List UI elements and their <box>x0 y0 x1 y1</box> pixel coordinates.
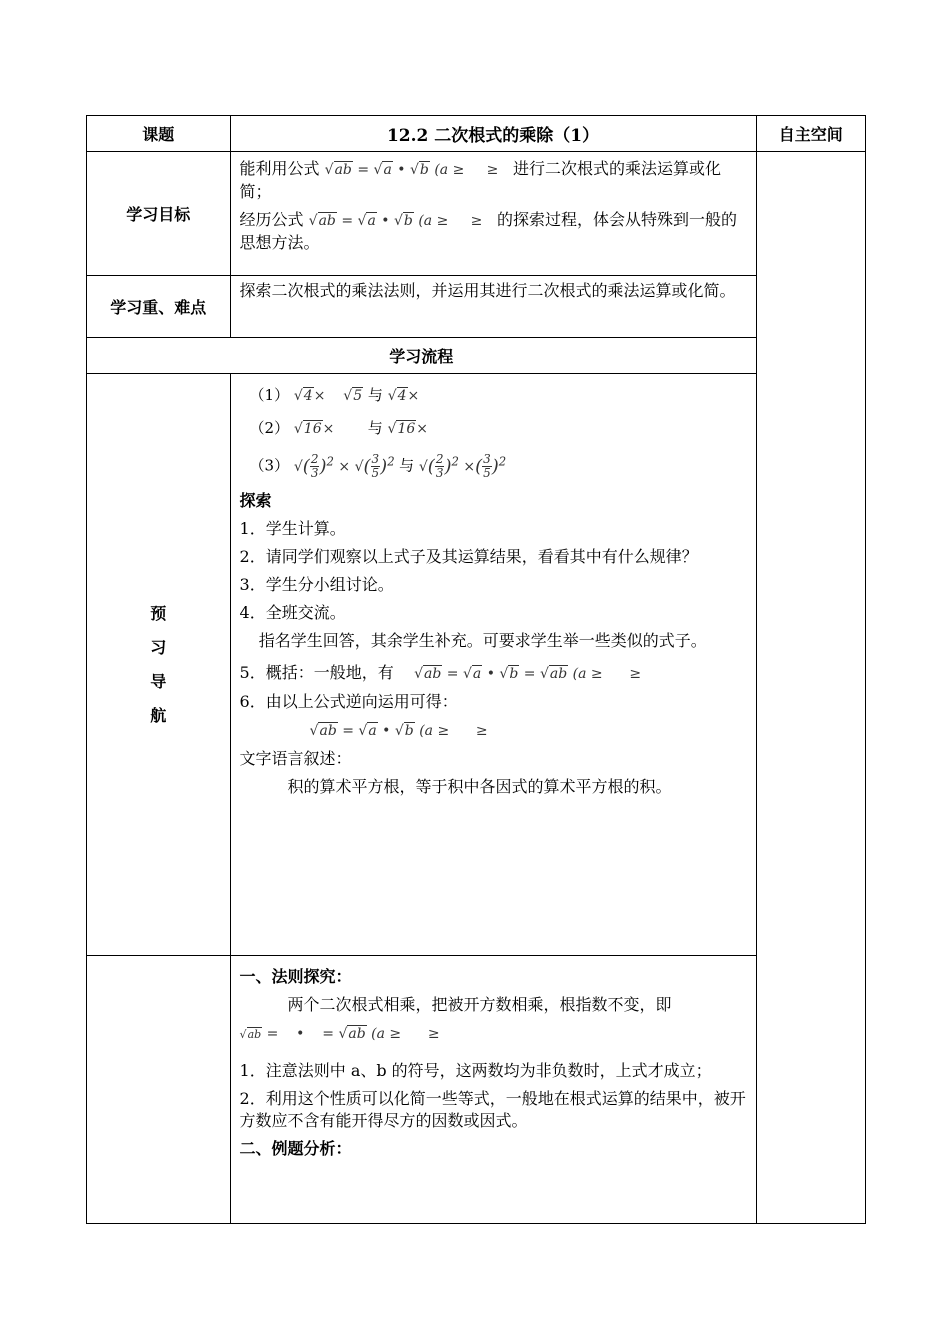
step-5: 5．概括：一般地，有 √ab = √a • √b = √ab (a ≥ ≥ <box>239 663 642 683</box>
rules-note-2: 2．利用这个性质可以化简一些等式，一般地在根式运算的结果中，被开方数应不含有能开得尽方的因数或因式。 <box>239 1089 746 1130</box>
goals-label: 学习目标 <box>87 152 231 276</box>
reverse-formula: √ab = √a • √b (a ≥ ≥ <box>309 723 488 740</box>
key-points-text: 探索二次根式的乘法法则，并运用其进行二次根式的乘法运算或化简。 <box>230 276 756 338</box>
rules-title: 一、法则探究： <box>239 967 352 986</box>
formula: √ab = √a • √b (a ≥ ≥ <box>324 162 499 178</box>
self-space-label: 自主空间 <box>756 116 865 152</box>
formula: √ab = √a • √b (a ≥ ≥ <box>308 213 483 229</box>
expression-2: （2） √16× 与 √16× <box>249 419 429 437</box>
flow-row <box>87 338 866 374</box>
preview-label: 预 习 导 航 <box>87 374 231 956</box>
verbal-label: 文字语言叙述： <box>239 749 352 769</box>
page-title: 12.2 二次根式的乘除（1） <box>230 116 756 152</box>
lesson-table <box>86 115 866 1224</box>
examples-title: 二、例题分析： <box>239 1139 352 1158</box>
rules-row <box>87 956 866 1224</box>
rules-intro: 两个二次根式相乘，把被开方数相乘，根指数不变，即 <box>287 995 672 1014</box>
preview-row <box>87 374 866 956</box>
step-2: 2．请同学们观察以上式子及其运算结果，看看其中有什么规律？ <box>239 547 698 567</box>
goals-content <box>230 152 756 276</box>
rules-content <box>230 956 756 1224</box>
expression-3: （3） √( $\frac{2}{3}$ )$^2$ × √( $\frac{3}{5}$ )$^2$ 与 √( $\frac{2}{3}$ )$^2$ ×( $\frac{3}{5}$ )$^2$ <box>249 452 507 481</box>
goal-line-2: 经历公式 √ab = √a • √b (a ≥ ≥ 的探索过程，体会从特殊到一般的思想方法。 <box>239 210 737 252</box>
rules-note-1: 1．注意法则中 a、b 的符号，这两数均为非负数时，上式才成立； <box>239 1061 712 1080</box>
step-6: 6．由以上公式逆向运用可得： <box>239 692 458 712</box>
flow-label: 学习流程 <box>87 338 757 374</box>
step-note: 指名学生回答，其余学生补充。可要求学生举一些类似的式子。 <box>258 631 707 651</box>
key-points-label: 学习重、难点 <box>87 276 231 338</box>
rules-formula: √ab = • = √ab (a ≥ ≥ <box>239 1026 440 1042</box>
verbal-statement: 积的算术平方根，等于积中各因式的算术平方根的积。 <box>287 777 672 797</box>
goals-row <box>87 152 866 276</box>
key-points-row <box>87 276 866 338</box>
step-4: 4．全班交流。 <box>239 603 346 623</box>
explore-title: 探索 <box>239 491 272 511</box>
preview-content <box>230 374 756 956</box>
topic-label: 课题 <box>87 116 231 152</box>
goal-line-1: 能利用公式 √ab = √a • √b (a ≥ ≥ 进行二次根式的乘法运算或化简； <box>239 159 721 201</box>
self-space-column <box>756 152 865 1224</box>
step-3: 3．学生分小组讨论。 <box>239 575 394 595</box>
rules-label-cell <box>87 956 231 1224</box>
expression-1: （1） √4× √5 与 √4× <box>249 386 420 404</box>
step-1: 1．学生计算。 <box>239 519 346 539</box>
header-row <box>87 116 866 152</box>
